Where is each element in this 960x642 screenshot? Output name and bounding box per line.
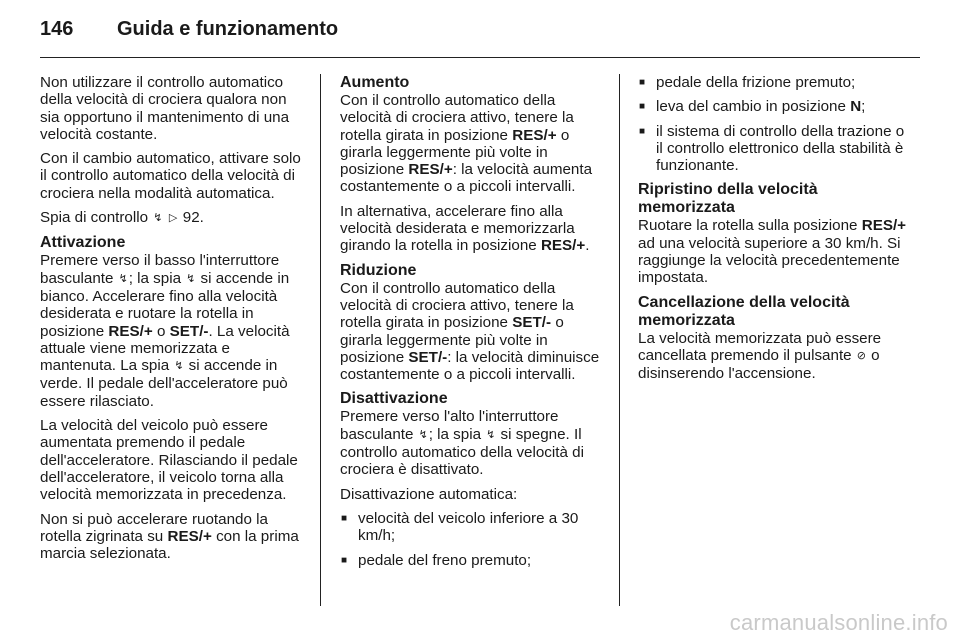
- list-item: ■ pedale del freno premuto;: [340, 552, 604, 569]
- paragraph: Non utilizzare il controllo automatico della velocità di crociera qualora non sia opportuno il mantenimento di una velocità costante.: [40, 74, 290, 143]
- list-item: ■ velocità del veicolo inferiore a 30 km/h;: [340, 510, 604, 545]
- cancel-cruise-icon: ⊘: [856, 349, 866, 362]
- cruise-control-icon: ↯: [174, 360, 184, 373]
- section-heading: Riduzione: [340, 261, 417, 279]
- section-riduzione: Riduzione Con il controllo automatico della velocità di crociera attivo, tenere la rotella girata in posizione SET/- o girarla leggermente più volte in posizione SET/-: la velocità diminuisce costantemente o a piccoli intervalli.: [340, 262, 604, 384]
- control-light-reference: Spia di controllo ↯ ▷ 92.: [40, 209, 204, 227]
- section-attivazione: Attivazione Premere verso il basso l'interruttore basculante ↯; la spia ↯ si accende in bianco. Accelerare fino alla velocità desiderata e ruotare la rotella in posizione RES/+ o SET/-. La velocità attuale viene memorizzata e mantenuta. La spia ↯ si accende in verde. Il pedale dell'acceleratore può essere rilasciato.: [40, 234, 304, 410]
- chapter-title: Guida e funzionamento: [117, 18, 339, 40]
- paragraph: Disattivazione automatica:: [340, 485, 518, 503]
- cruise-control-icon: ↯: [118, 272, 128, 285]
- section-disattivazione: Disattivazione Premere verso l'alto l'interruttore basculante ↯; la spia ↯ si spegne. Il controllo automatico della velocità di crociera è disattivato.: [340, 390, 604, 478]
- section-heading: Cancellazione della velocità memorizzata: [638, 293, 850, 329]
- watermark: carmanualsonline.info: [729, 610, 948, 635]
- section-heading: Disattivazione: [340, 390, 448, 408]
- paragraph: Non si può accelerare ruotando la rotella zigrinata su RES/+ con la prima marcia selezionata.: [40, 510, 299, 563]
- list-item: ■ il sistema di controllo della trazione o il controllo elettronico della stabilità è funzionante.: [638, 123, 908, 175]
- cruise-control-icon: ↯: [418, 428, 428, 441]
- section-heading: Attivazione: [40, 234, 126, 252]
- column-3: [638, 74, 908, 390]
- section-ripristino: Ripristino della velocità memorizzata Ruotare la rotella sulla posizione RES/+ ad una velocità superiore a 30 km/h. Si raggiunge la velocità precedentemente impostata.: [638, 181, 907, 287]
- column-divider-2: [619, 74, 620, 606]
- page-number: 146: [40, 18, 74, 40]
- page-reference-icon: ▷: [168, 212, 178, 225]
- cruise-control-icon: ↯: [486, 428, 496, 441]
- section-heading: Ripristino della velocità memorizzata: [638, 181, 818, 217]
- list-item: ■ leva del cambio in posizione N;: [638, 98, 908, 115]
- section-cancellazione: Cancellazione della velocità memorizzata La velocità memorizzata può essere cancellata premendo il pulsante ⊘ o disinserendo l'accensione.: [638, 294, 908, 383]
- header-rule: [40, 57, 920, 58]
- cruise-control-icon: ↯: [186, 272, 196, 285]
- paragraph: Con il cambio automatico, attivare solo il controllo automatico della velocità di crociera nella modalità automatica.: [40, 150, 301, 202]
- cruise-control-icon: ↯: [153, 212, 163, 225]
- paragraph: La velocità del veicolo può essere aumentata premendo il pedale dell'acceleratore. Rilasciando il pedale dell'acceleratore, il veicolo torna alla velocità memorizzata in precedenza.: [40, 417, 298, 504]
- column-divider-1: [320, 74, 321, 606]
- section-heading: Aumento: [340, 74, 410, 91]
- list-item: ■ pedale della frizione premuto;: [638, 74, 908, 91]
- paragraph: In alternativa, accelerare fino alla velocità desiderata e memorizzarla girando la rotella in posizione RES/+.: [340, 202, 590, 255]
- column-2: [340, 74, 604, 576]
- section-aumento: Aumento Con il controllo automatico della velocità di crociera attivo, tenere la rotella girata in posizione RES/+ o girarla leggermente più volte in posizione RES/+: la velocità aumenta costantemente o a piccoli intervalli.: [340, 74, 604, 196]
- page-header: [40, 18, 920, 48]
- column-1: [40, 74, 304, 569]
